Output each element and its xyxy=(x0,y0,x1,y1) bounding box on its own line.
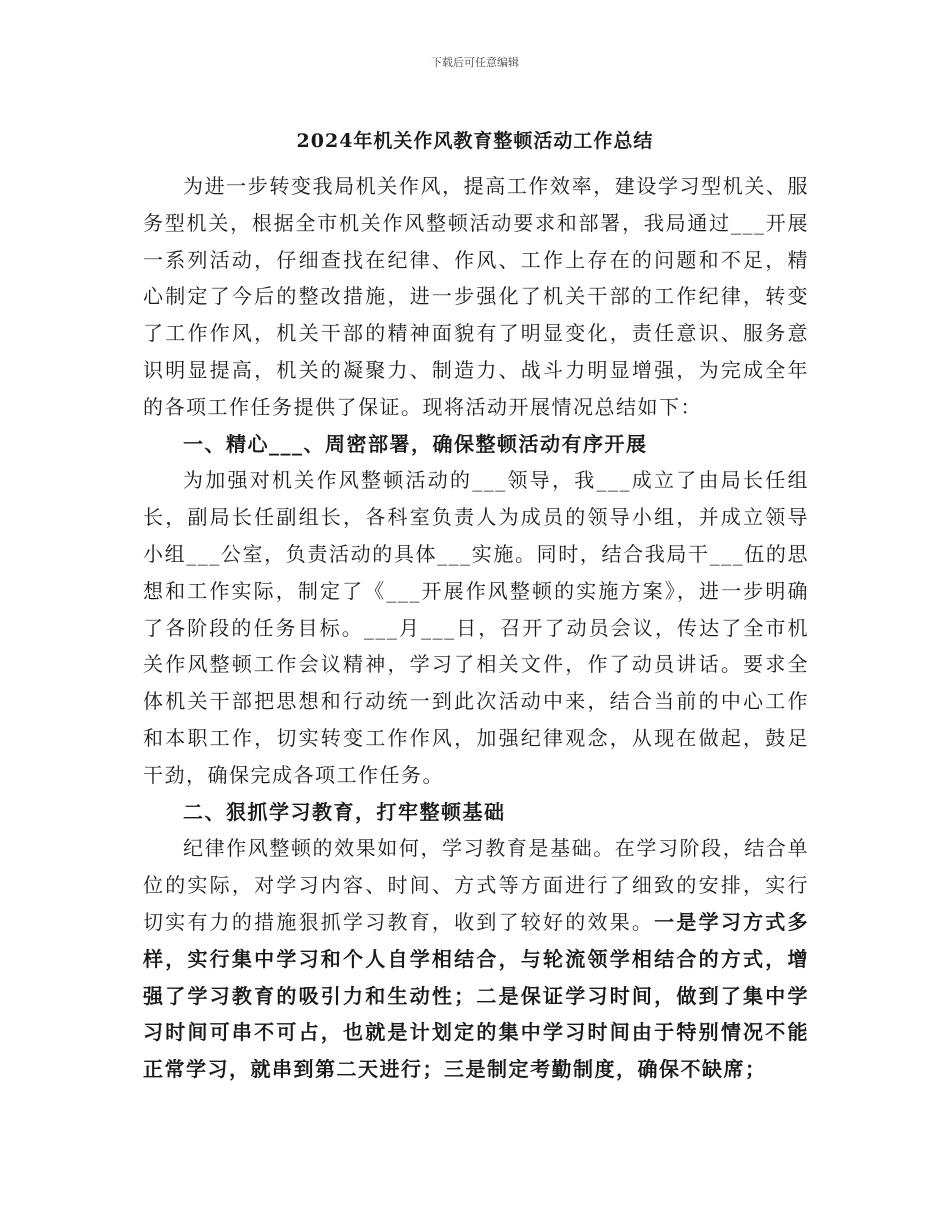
paragraph-intro: 为进一步转变我局机关作风，提高工作效率，建设学习型机关、服务型机关，根据全市机关作风整顿活动要求和部署，我局通过___开展一系列活动，仔细查找在纪律、作风、工作上存在的问题和不足，精心制定了今后的整改措施，进一步强化了机关干部的工作纪律，转变了工作作风，机关干部的精神面貌有了明显变化，责任意识、服务意识明显提高，机关的凝聚力、制造力、战斗力明显增强，为完成全年的各项工作任务提供了保证。现将活动开展情况总结如下： xyxy=(143,174,809,419)
section-heading-2: 二、狠抓学习教育，打牢整顿基础 xyxy=(183,799,506,824)
header-note: 下载后可任意编辑 xyxy=(431,56,519,69)
section-heading-1: 一、精心___、周密部署，确保整顿活动有序开展 xyxy=(183,431,648,456)
paragraph-section-1: 为加强对机关作风整顿活动的___领导，我___成立了由局长任组长，副局长任副组长，各科室负责人为成员的领导小组，并成立领导小组___公室，负责活动的具体___实施。同时，结合我局干___伍的思想和工作实际，制定了《___开展作风整顿的实施方案》，进一步明确了各阶段的任务目标。___月___日，召开了动员会议，传达了全市机关作风整顿工作会议精神，学习了相关文件，作了动员讲话。要求全体机关干部把思想和行动统一到此次活动中来，结合当前的中心工作和本职工作，切实转变工作作风，加强纪律观念，从现在做起，鼓足干劲，确保完成各项工作任务。 xyxy=(143,468,809,787)
document-title: 2024年机关作风教育整顿活动工作总结 xyxy=(296,130,654,152)
document-body xyxy=(143,168,809,1088)
paragraph-section-2-bold: 一是学习方式多样，实行集中学习和个人自学相结合，与轮流领学相结合的方式，增强了学习教育的吸引力和生动性；二是保证学习时间，做到了集中学习时间可串不可占，也就是计划定的集中学习时间由于特别情况不能正常学习，就串到第二天进行；三是制定考勤制度，确保不缺席； xyxy=(143,909,810,1082)
paragraph-section-2 xyxy=(143,830,809,1088)
paragraph-section-2-normal: 纪律作风整顿的效果如何，学习教育是基础。在学习阶段，结合单位的实际，对学习内容、时间、方式等方面进行了细致的安排，实行切实有力的措施狠抓学习教育，收到了较好的效果。 xyxy=(143,836,809,934)
